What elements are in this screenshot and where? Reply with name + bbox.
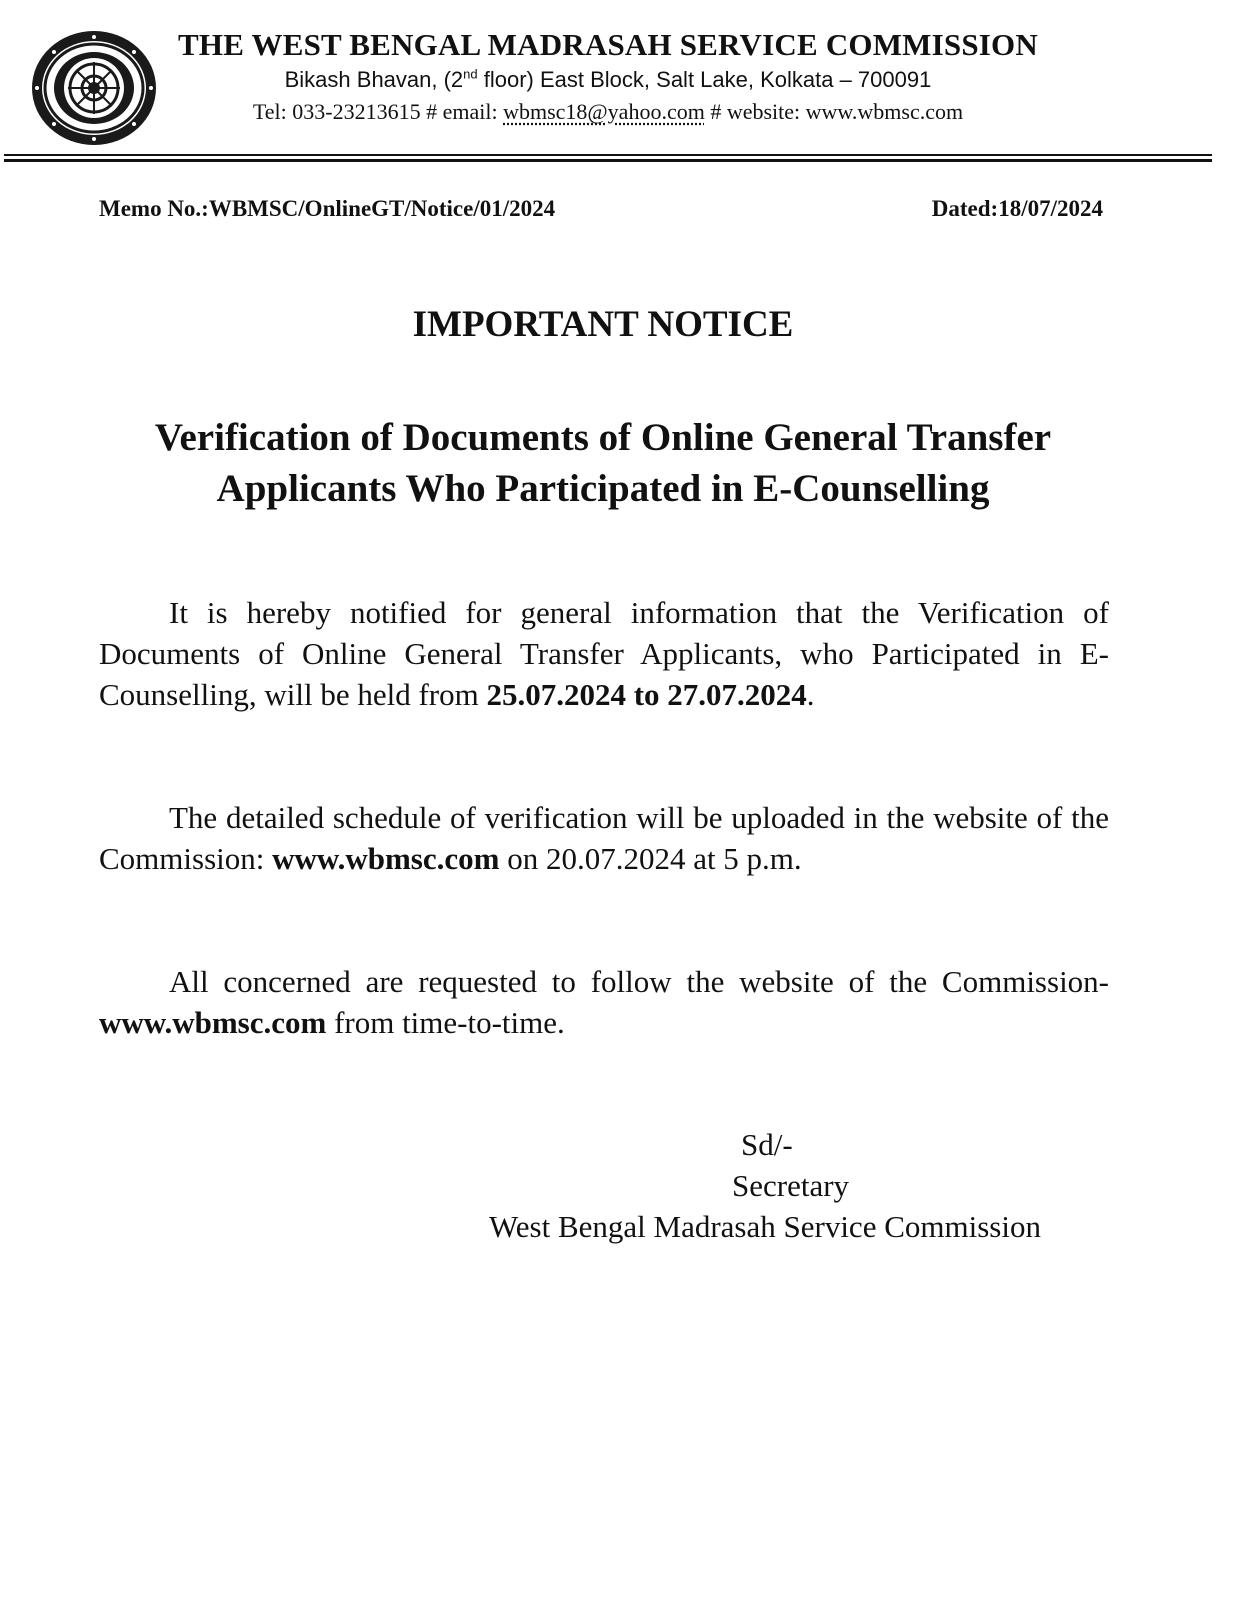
paragraph-3-text: All concerned are requested to follow the website of the Commission- xyxy=(169,964,1109,999)
website-link[interactable]: www.wbmsc.com xyxy=(272,841,500,876)
paragraph-1-text: It is hereby notified for general information that the Verification of Documents of Online General Transfer Applicants, who Participated in E-Counselling, will be held from xyxy=(99,595,1109,712)
paragraph-3-end: from time-to-time. xyxy=(326,1005,565,1040)
memo-number: Memo No.:WBMSC/OnlineGT/Notice/01/2024 xyxy=(99,196,556,221)
address-part-1: Bikash Bhavan, (2 xyxy=(284,67,464,92)
website-link[interactable]: www.wbmsc.com xyxy=(99,1005,327,1040)
email-link[interactable]: wbmsc18@yahoo.com xyxy=(503,99,705,124)
paragraph-2-text: The detailed schedule of verification will be uploaded in the website of the Commission: xyxy=(99,800,1109,876)
header-divider-thick xyxy=(4,159,1212,162)
contact-line xyxy=(168,97,1048,127)
address-part-2: floor) East Block, Salt Lake, Kolkata – 700091 xyxy=(477,67,932,92)
organization-name: THE WEST BENGAL MADRASAH SERVICE COMMISSION xyxy=(178,27,1038,62)
paragraph-1-end: . xyxy=(806,677,815,712)
signature-sd: Sd/- xyxy=(741,1127,793,1162)
subject-line-2: Applicants Who Participated in E-Counselling xyxy=(216,467,990,510)
notice-subject xyxy=(60,412,1146,514)
subject-line-1: Verification of Documents of Online General Transfer xyxy=(154,416,1052,459)
website-text: # website: www.wbmsc.com xyxy=(704,99,964,124)
signatory-title: Secretary xyxy=(732,1168,850,1203)
verification-dates: 25.07.2024 to 27.07.2024 xyxy=(486,677,807,712)
signatory-organization: West Bengal Madrasah Service Commission xyxy=(489,1209,1041,1244)
paragraph-verification-dates xyxy=(99,592,1109,715)
memo-date: Dated:18/07/2024 xyxy=(931,196,1103,221)
header-divider-thin xyxy=(4,154,1212,156)
paragraph-follow-website xyxy=(99,961,1109,1043)
address-superscript: nd xyxy=(463,66,478,82)
organization-address xyxy=(168,66,1048,94)
telephone-text: Tel: 033-23213615 # email: xyxy=(252,99,504,124)
commission-seal-logo xyxy=(30,28,158,148)
paragraph-schedule-upload xyxy=(99,797,1109,879)
paragraph-2-end: on 20.07.2024 at 5 p.m. xyxy=(499,841,802,876)
notice-title: IMPORTANT NOTICE xyxy=(412,304,794,345)
